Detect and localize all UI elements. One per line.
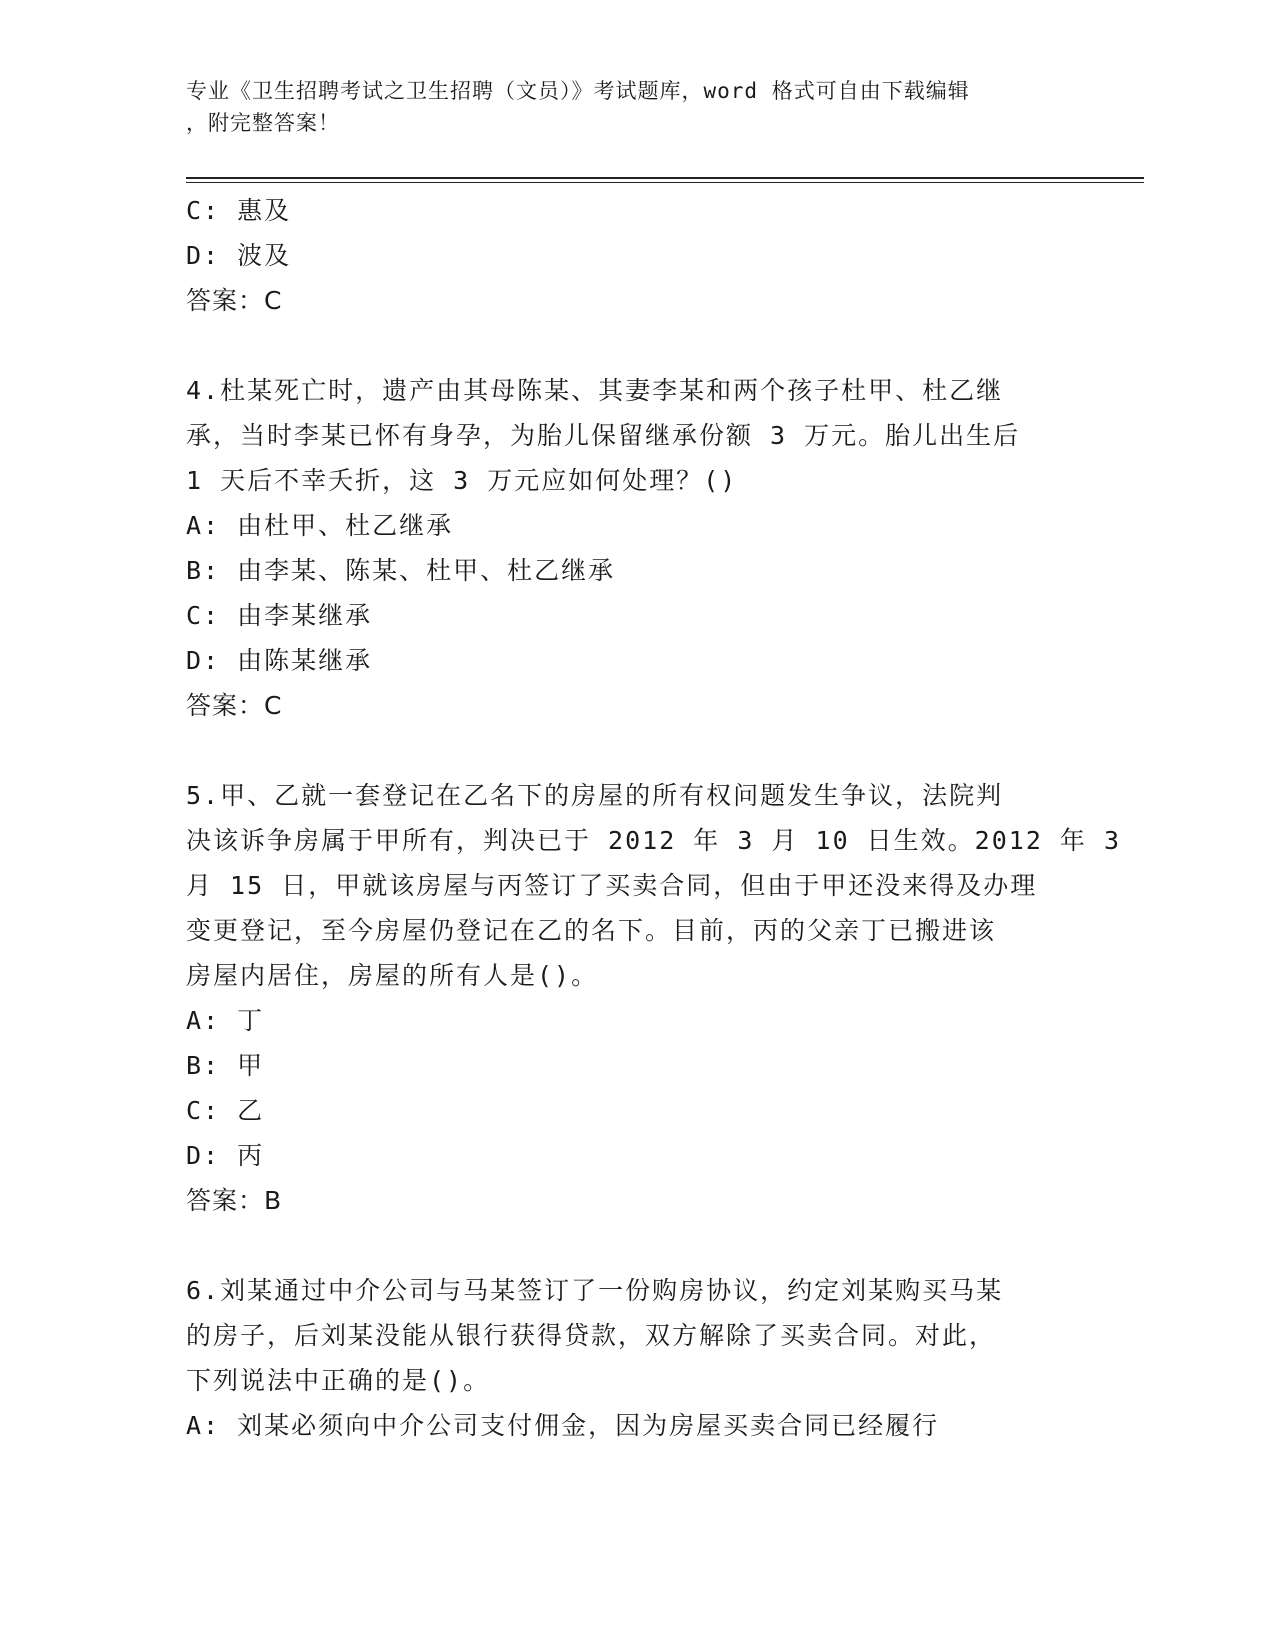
q4-option-d: D: 由陈某继承	[186, 646, 373, 675]
spacer	[186, 728, 1086, 773]
q4-stem-line: 4.杜某死亡时，遗产由其母陈某、其妻李某和两个孩子杜甲、杜乙继	[186, 376, 1004, 405]
q4-option-b: B: 由李某、陈某、杜甲、杜乙继承	[186, 556, 616, 585]
q3-option-c: C: 惠及	[186, 196, 292, 225]
header-rule-thick	[186, 177, 1144, 179]
q5-option-a: A: 丁	[186, 1006, 265, 1035]
spacer	[186, 1223, 1086, 1268]
q5-option-d: D: 丙	[186, 1141, 265, 1170]
header-line-2: ，附完整答案！	[186, 111, 340, 135]
header-line-1: 专业《卫生招聘考试之卫生招聘（文员）》考试题库，word 格式可自由下载编辑	[186, 79, 970, 103]
q4-stem-line: 1 天后不幸夭折，这 3 万元应如何处理？()	[186, 466, 738, 495]
q5-stem-line: 房屋内居住，房屋的所有人是()。	[186, 961, 599, 990]
q5-stem-line: 月 15 日，甲就该房屋与丙签订了买卖合同，但由于甲还没来得及办理	[186, 871, 1038, 900]
q6-stem-line: 6.刘某通过中介公司与马某签订了一份购房协议，约定刘某购买马某	[186, 1276, 1004, 1305]
q4-answer: 答案：C	[186, 691, 283, 720]
q3-answer: 答案：C	[186, 286, 283, 315]
q6-stem-line: 下列说法中正确的是()。	[186, 1366, 491, 1395]
q3-option-d: D: 波及	[186, 241, 292, 270]
q6-stem-line: 的房子，后刘某没能从银行获得贷款，双方解除了买卖合同。对此，	[186, 1321, 997, 1350]
q4-stem-line: 承，当时李某已怀有身孕，为胎儿保留继承份额 3 万元。胎儿出生后	[186, 421, 1021, 450]
q5-option-b: B: 甲	[186, 1051, 265, 1080]
question-list	[186, 188, 1122, 1448]
q5-option-c: C: 乙	[186, 1096, 265, 1125]
q6-option-a: A: 刘某必须向中介公司支付佣金，因为房屋买卖合同已经履行	[186, 1411, 940, 1440]
header-rule-thin	[186, 182, 1144, 183]
q4-option-a: A: 由杜甲、杜乙继承	[186, 511, 454, 540]
spacer	[186, 323, 1086, 368]
q5-stem-line: 决该诉争房属于甲所有，判决已于 2012 年 3 月 10 日生效。2012 年 3	[186, 826, 1122, 855]
document-header	[186, 75, 1086, 139]
q5-answer: 答案：B	[186, 1186, 283, 1215]
q4-option-c: C: 由李某继承	[186, 601, 373, 630]
q5-stem-line: 变更登记，至今房屋仍登记在乙的名下。目前，丙的父亲丁已搬进该	[186, 916, 997, 945]
q5-stem-line: 5.甲、乙就一套登记在乙名下的房屋的所有权问题发生争议，法院判	[186, 781, 1004, 810]
